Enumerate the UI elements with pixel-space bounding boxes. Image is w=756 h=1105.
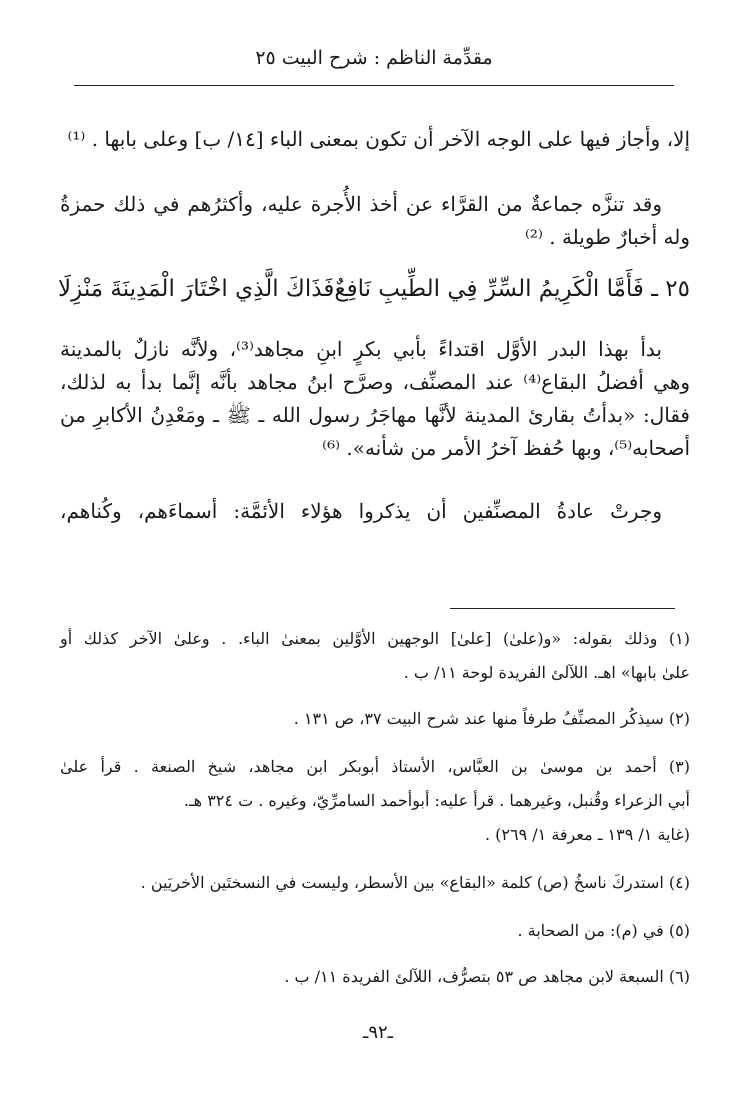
text-line-8: وجرتْ عادةُ المصنِّفين أن يذكروا هؤلاء الأئمَّة: أسماءَهم، وكُناهم، — [60, 499, 662, 523]
footnote-2: (٢) سيذكُر المصنِّفُ طرفاً منها عند شرح البيت ٣٧، ص ١٣١ . — [293, 709, 690, 728]
text-line-6: فقال: «بدأتُ بقارئ المدينة لأنَّها مهاجَرُ رسول الله ـ ﷺ ـ ومَعْدِنُ الأكابرِ من — [60, 403, 690, 427]
text-line-2: وقد تنزَّه جماعةٌ من القرَّاء عن أخذ الأُجرة عليه، وأكثرُهم في ذلك حمزةُ — [60, 192, 662, 216]
footnote-separator — [450, 608, 675, 609]
footnote-3-line-2: أبي الزعراء وقُنبل، وغيرهما . قرأ عليه: أبوأحمد السامرِّيّ، وغيره . ت ٣٢٤ هـ. — [183, 791, 690, 810]
page-number: ـ٩٢ـ — [363, 1022, 393, 1043]
poem-verse-25 — [60, 272, 690, 306]
text-line-5: وهي أفضلُ البقاع⁽⁴⁾ عند المصنِّف، وصرَّح ابنُ مجاهد بأنَّه إنَّما بدأ به لذلك، — [60, 370, 690, 394]
verse-second-hemistich: فَذَاكَ الَّذِي اخْتَارَ الْمَدِينَةَ مَنْزِلَا — [58, 276, 335, 302]
running-header: مقدِّمة الناظم : شرح البيت ٢٥ — [255, 47, 493, 69]
text-line-3: وله أخبارٌ طويلة . ⁽²⁾ — [525, 225, 690, 249]
footnote-1-line-1: (١) وذلك بقوله: «و(علىٰ) [علىٰ] الوجهين الأوَّلين بمعنىٰ الباء. . وعلىٰ الآخر كذلك أو — [60, 629, 690, 648]
footnote-6: (٦) السبعة لابن مجاهد ص ٥٣ بتصرُّف، اللآلئ الفريدة ١١/ ب . — [284, 967, 690, 986]
text-line-4: بدأ بهذا البدر الأوَّل اقتداءً بأبي بكرٍ ابنِ مجاهد⁽³⁾، ولأنَّه نازلٌ بالمدينة — [60, 337, 662, 361]
footnote-1-line-2: علىٰ بابها» اهـ. اللآلئ الفريدة لوحة ١١/ ب . — [403, 663, 690, 682]
text-line-7: أصحابه⁽⁵⁾، وبها حُفظ آخرُ الأمر من شأنه». ⁽⁶⁾ — [322, 436, 690, 460]
footnote-4: (٤) استدركَ ناسخُ (ص) كلمة «البقاع» بين الأسطر، وليست في النسختَين الأخريَين . — [140, 873, 690, 892]
footnote-5: (٥) في (م): من الصحابة . — [517, 921, 690, 940]
footnote-3-line-1: (٣) أحمد بن موسىٰ بن العبَّاس، الأستاذ أبوبكر ابن مجاهد، شيخ الصنعة . قرأ علىٰ — [60, 757, 690, 776]
text-line-1: إلا، وأجاز فيها على الوجه الآخر أن تكون بمعنى الباء [١٤/ ب] وعلى بابها . ⁽¹⁾ — [67, 127, 690, 151]
footnote-3-line-3: (غاية ١/ ١٣٩ ـ معرفة ١/ ٢٦٩) . — [484, 825, 690, 844]
header-rule — [74, 85, 674, 86]
verse-first-hemistich: ٢٥ ـ فَأَمَّا الْكَرِيمُ السِّرِّ فِي الطِّيبِ نَافِعٌ — [334, 276, 690, 302]
